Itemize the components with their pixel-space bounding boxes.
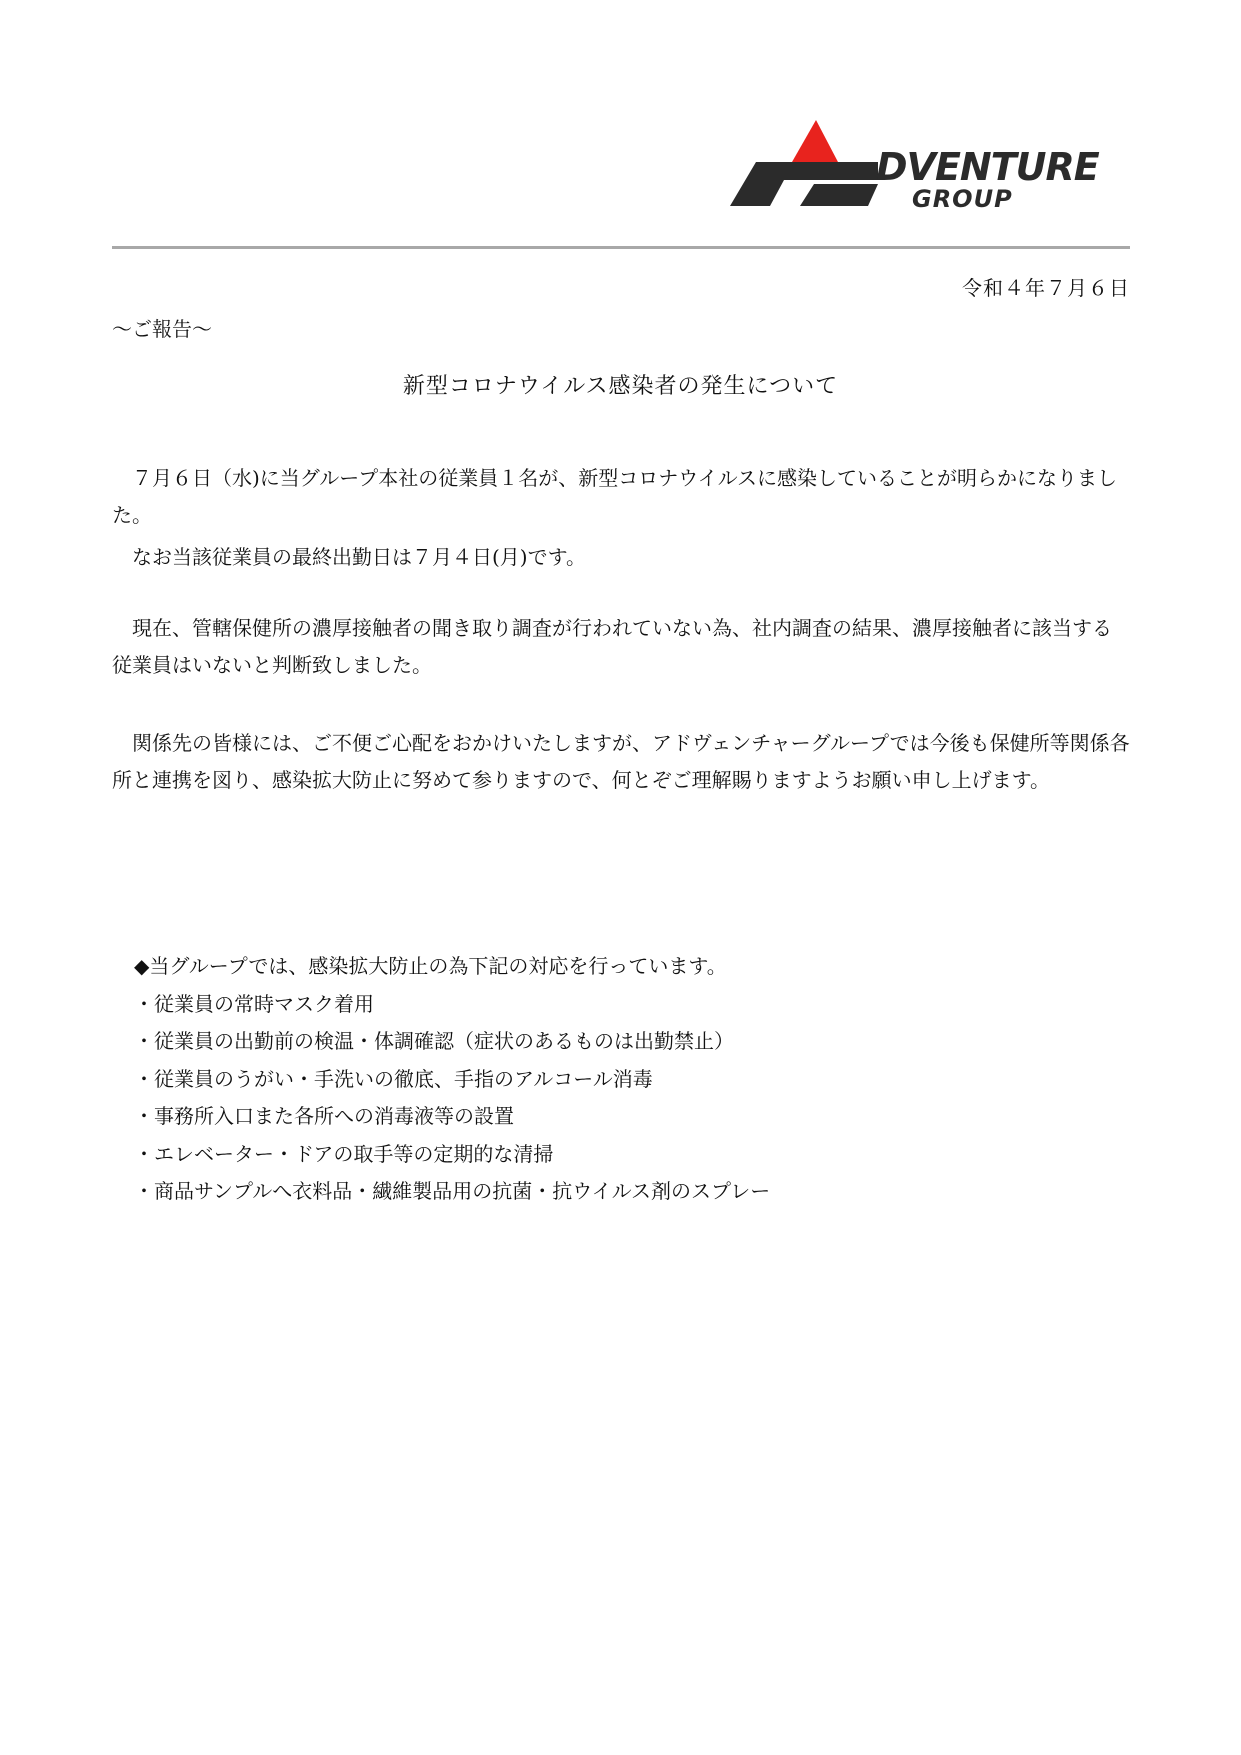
prevention-measures [134, 948, 1124, 1211]
logo-a-foot [800, 184, 878, 206]
paragraph-apology: 関係先の皆様には、ご不便ご心配をおかけいたしますが、アドヴェンチャーグループでは今後も保健所等関係各所と連携を図り、感染拡大防止に努めて参りますので、何とぞご理解賜りますようお願い申し上げます。 [112, 731, 1130, 792]
measure-item: ・商品サンプルへ衣料品・繊維製品用の抗菌・抗ウイルス剤のスプレー [134, 1179, 771, 1203]
adventure-group-logo-graphic [730, 110, 1140, 220]
logo-group-text: GROUP [912, 185, 1013, 213]
measure-item: ・従業員のうがい・手洗いの徹底、手指のアルコール消毒 [134, 1066, 653, 1091]
measure-item: ・エレベーター・ドアの取手等の定期的な清掃 [134, 1141, 554, 1166]
measure-item: ・事務所入口また各所への消毒液等の設置 [134, 1104, 514, 1128]
logo-red-triangle [792, 120, 838, 162]
measure-item: ・従業員の出勤前の検温・体調確認（症状のあるものは出勤禁止） [134, 1029, 734, 1053]
measure-item: ・従業員の常時マスク着用 [134, 991, 374, 1016]
document-title: 新型コロナウイルス感染者の発生について [402, 374, 839, 399]
company-logo [730, 110, 1140, 220]
paragraph-infection-report: ７月６日（水)に当グループ本社の従業員１名が、新型コロナウイルスに感染していることが明らかになりました。 [112, 466, 1118, 527]
document-date: 令和４年７月６日 [962, 276, 1130, 300]
measures-heading: ◆当グループでは、感染拡大防止の為下記の対応を行っています。 [134, 954, 727, 978]
header-divider [112, 246, 1130, 249]
report-label: ～ご報告～ [112, 317, 212, 341]
paragraph-contact-investigation: 現在、管轄保健所の濃厚接触者の聞き取り調査が行われていない為、社内調査の結果、濃厚接触者に該当する従業員はいないと判断致しました。 [112, 616, 1112, 677]
logo-wordmark: DVENTURE [876, 145, 1099, 189]
paragraph-last-workday: なお当該従業員の最終出勤日は７月４日(月)です。 [112, 545, 587, 569]
